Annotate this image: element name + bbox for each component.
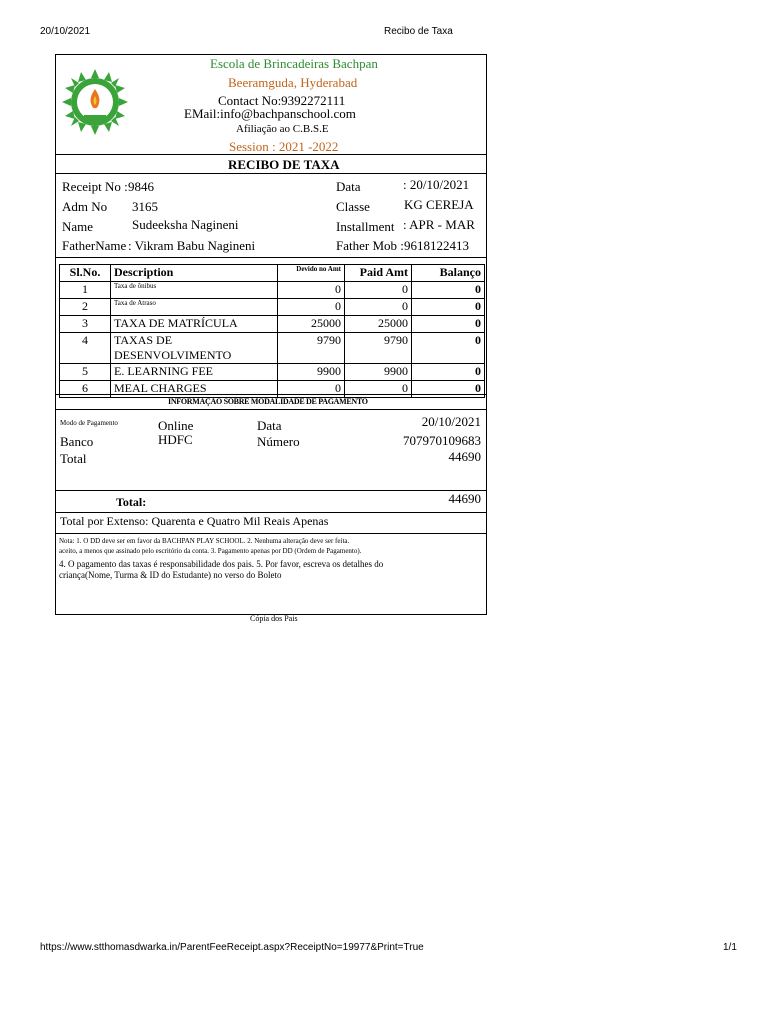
fee-paid: 25000 xyxy=(345,316,412,333)
payment-total-value: 44690 xyxy=(448,449,481,464)
fee-slno: 6 xyxy=(60,381,111,398)
note-line-4: criança(Nome, Turma & ID do Estudante) no verso do Boleto xyxy=(59,570,282,580)
fees-table xyxy=(59,264,485,398)
print-title: Recibo de Taxa xyxy=(384,26,453,37)
receipt-no-label: Receipt No : xyxy=(62,179,128,194)
col-paid: Paid Amt xyxy=(345,265,412,282)
adm-no: 3165 xyxy=(132,199,158,214)
col-balance: Balanço xyxy=(412,265,485,282)
fee-slno: 1 xyxy=(60,282,111,299)
grand-total-label: Total: xyxy=(116,495,147,509)
school-affiliation: Afiliação ao C.B.S.E xyxy=(236,123,329,135)
note-line-3: 4. O pagamento das taxas é responsabilidade dos pais. 5. Por favor, escreva os detalhes do xyxy=(59,559,384,569)
receipt-heading: RECIBO DE TAXA xyxy=(228,157,340,172)
payment-total-label: Total xyxy=(60,451,87,466)
mode-value: Online xyxy=(158,418,194,433)
fee-description: Taxa de ônibus xyxy=(111,282,278,299)
father-name: : Vikram Babu Nagineni xyxy=(128,238,256,253)
fee-due: 0 xyxy=(278,381,345,398)
receipt-date: : 20/10/2021 xyxy=(403,177,470,192)
installment-value: : APR - MAR xyxy=(403,217,475,232)
fee-description: TAXAS DE DESENVOLVIMENTO xyxy=(111,333,278,364)
col-slno: Sl.No. xyxy=(60,265,111,282)
note-line-1: Nota: 1. O DD deve ser em favor da BACHPAN PLAY SCHOOL. 2. Nenhuma alteração deve ser feita. xyxy=(59,537,350,545)
bank-value: HDFC xyxy=(158,432,193,447)
adm-label: Adm No xyxy=(62,199,108,214)
fee-paid: 0 xyxy=(345,381,412,398)
bank-label: Banco xyxy=(60,434,94,449)
fee-balance: 0 xyxy=(412,316,485,333)
fee-slno: 5 xyxy=(60,364,111,381)
installment-label: Installment xyxy=(336,219,395,234)
student-name: Sudeeksha Nagineni xyxy=(132,217,239,232)
name-label: Name xyxy=(62,219,94,234)
fee-slno: 3 xyxy=(60,316,111,333)
school-name: Escola de Brincadeiras Bachpan xyxy=(210,56,378,71)
fee-due: 25000 xyxy=(278,316,345,333)
total-in-words: Total por Extenso: Quarenta e Quatro Mil Reais Apenas xyxy=(60,514,329,528)
fee-balance: 0 xyxy=(412,381,485,398)
fee-balance: 0 xyxy=(412,364,485,381)
data-label: Data xyxy=(336,179,361,194)
col-due: Devido no Amt xyxy=(278,265,345,282)
fee-description: MEAL CHARGES xyxy=(111,381,278,398)
page-number: 1/1 xyxy=(723,942,737,953)
fee-description: TAXA DE MATRÍCULA xyxy=(111,316,278,333)
school-location: Beeramguda, Hyderabad xyxy=(228,75,358,90)
school-contact: Contact No:9392272111 xyxy=(218,93,346,108)
number-label: Número xyxy=(257,434,300,449)
payment-heading: INFORMAÇÃO SOBRE MODALIDADE DE PAGAMENTO xyxy=(168,397,368,406)
fee-row xyxy=(60,299,485,316)
fee-description: E. LEARNING FEE xyxy=(111,364,278,381)
classe-label: Classe xyxy=(336,199,370,214)
father-label: FatherName xyxy=(62,238,127,253)
fee-row xyxy=(60,364,485,381)
fee-slno: 2 xyxy=(60,299,111,316)
fee-due: 9790 xyxy=(278,333,345,364)
page-url: https://www.stthomasdwarka.in/ParentFeeReceipt.aspx?ReceiptNo=19977&Print=True xyxy=(40,942,424,953)
number-value: 707970109683 xyxy=(403,433,481,448)
fee-paid: 0 xyxy=(345,299,412,316)
fee-paid: 9900 xyxy=(345,364,412,381)
fee-slno: 4 xyxy=(60,333,111,364)
col-description: Description xyxy=(111,265,278,282)
fee-due: 0 xyxy=(278,282,345,299)
classe-value: KG CEREJA xyxy=(404,197,474,212)
fee-balance: 0 xyxy=(412,333,485,364)
receipt-no: 9846 xyxy=(128,179,154,194)
school-logo-icon xyxy=(62,69,128,135)
father-mob-label: Father Mob : xyxy=(336,238,404,253)
fee-row xyxy=(60,333,485,364)
father-mob: 9618122413 xyxy=(404,238,469,253)
fee-balance: 0 xyxy=(412,282,485,299)
fee-row xyxy=(60,316,485,333)
fee-row xyxy=(60,282,485,299)
school-session: Session : 2021 -2022 xyxy=(229,139,339,154)
fee-due: 0 xyxy=(278,299,345,316)
fee-balance: 0 xyxy=(412,299,485,316)
copy-label: Cópia dos Pais xyxy=(250,614,298,623)
grand-total-value: 44690 xyxy=(448,491,481,506)
print-date: 20/10/2021 xyxy=(40,26,91,37)
fee-paid: 0 xyxy=(345,282,412,299)
mode-label: Modo de Pagamento xyxy=(60,419,118,427)
note-line-2: aceito, a menos que assinado pelo escritório da conta. 3. Pagamento apenas por DD (Ordem de Pagamento). xyxy=(59,547,362,555)
payment-date: 20/10/2021 xyxy=(421,414,481,429)
school-email: EMail:info@bachpanschool.com xyxy=(184,106,356,121)
fee-description: Taxa de Atraso xyxy=(111,299,278,316)
fee-paid: 9790 xyxy=(345,333,412,364)
payment-data-label: Data xyxy=(257,418,282,433)
receipt-box xyxy=(55,54,487,615)
fee-due: 9900 xyxy=(278,364,345,381)
